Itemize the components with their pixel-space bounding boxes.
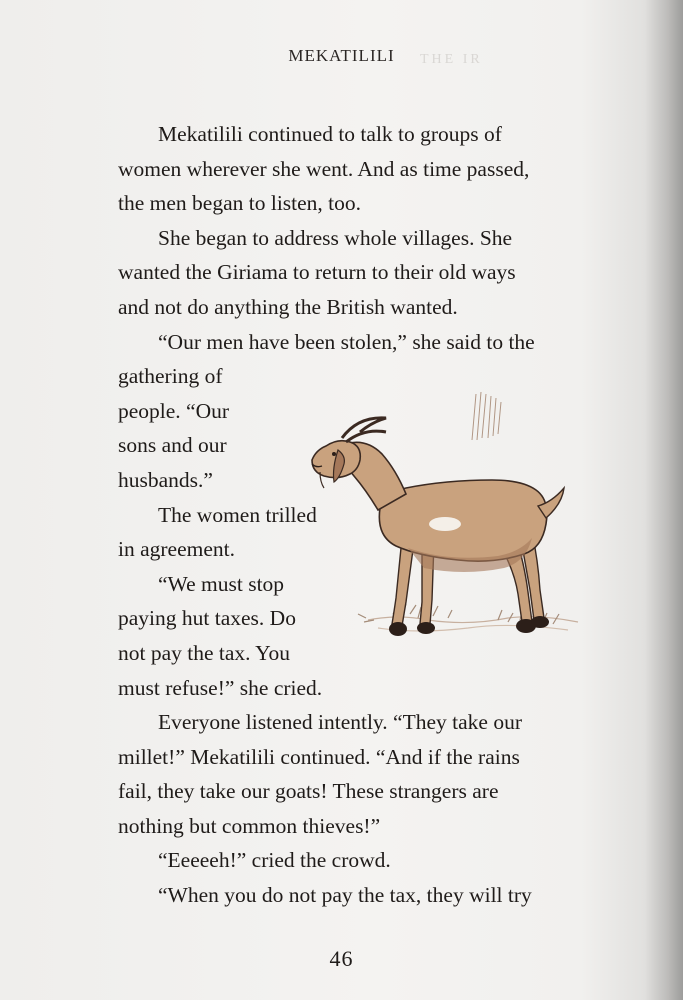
spine-shadow [645, 0, 683, 1000]
show-through-text: THE IR [420, 52, 483, 67]
text-line: must refuse!” she cried. [118, 675, 323, 700]
text-line: women wherever she went. And as time passed, [118, 156, 530, 181]
text-line: “Eeeeeh!” cried the crowd. [158, 848, 391, 873]
text-line: and not do anything the British wanted. [118, 294, 458, 319]
text-line: “Our men have been stolen,” she said to the [158, 329, 535, 354]
text-line: gathering of [118, 364, 223, 389]
text-line: the men began to listen, too. [118, 191, 362, 216]
text-line: millet!” Mekatilili continued. “And if the rains [118, 744, 520, 769]
text-line: sons and our [118, 433, 227, 458]
goat-illustration [298, 388, 583, 670]
text-line: “When you do not pay the tax, they will try [158, 883, 532, 908]
text-line: in agreement. [118, 537, 236, 562]
text-line: “We must stop [158, 571, 285, 596]
page-number: 46 [329, 946, 354, 971]
text-line: Mekatilili continued to talk to groups of [158, 122, 502, 146]
goat-white-patch [429, 517, 461, 531]
text-line: paying hut taxes. Do [118, 606, 296, 631]
goat-horns [342, 418, 386, 442]
text-line: She began to address whole villages. She [158, 225, 513, 250]
text-line: wanted the Giriama to return to their old ways [118, 260, 516, 285]
text-line: husbands.” [118, 467, 213, 492]
hatch-marks [472, 392, 501, 440]
text-line: The women trilled [158, 502, 317, 527]
text-line: Everyone listened intently. “They take our [158, 710, 522, 735]
text-line: fail, they take our goats! These strangers are [118, 779, 499, 804]
text-line: nothing but common thieves!” [118, 813, 381, 838]
text-line: people. “Our [118, 398, 230, 423]
goat-eye [332, 452, 336, 456]
running-head: MEKATILILI [288, 46, 395, 65]
text-line: not pay the tax. You [118, 640, 290, 665]
